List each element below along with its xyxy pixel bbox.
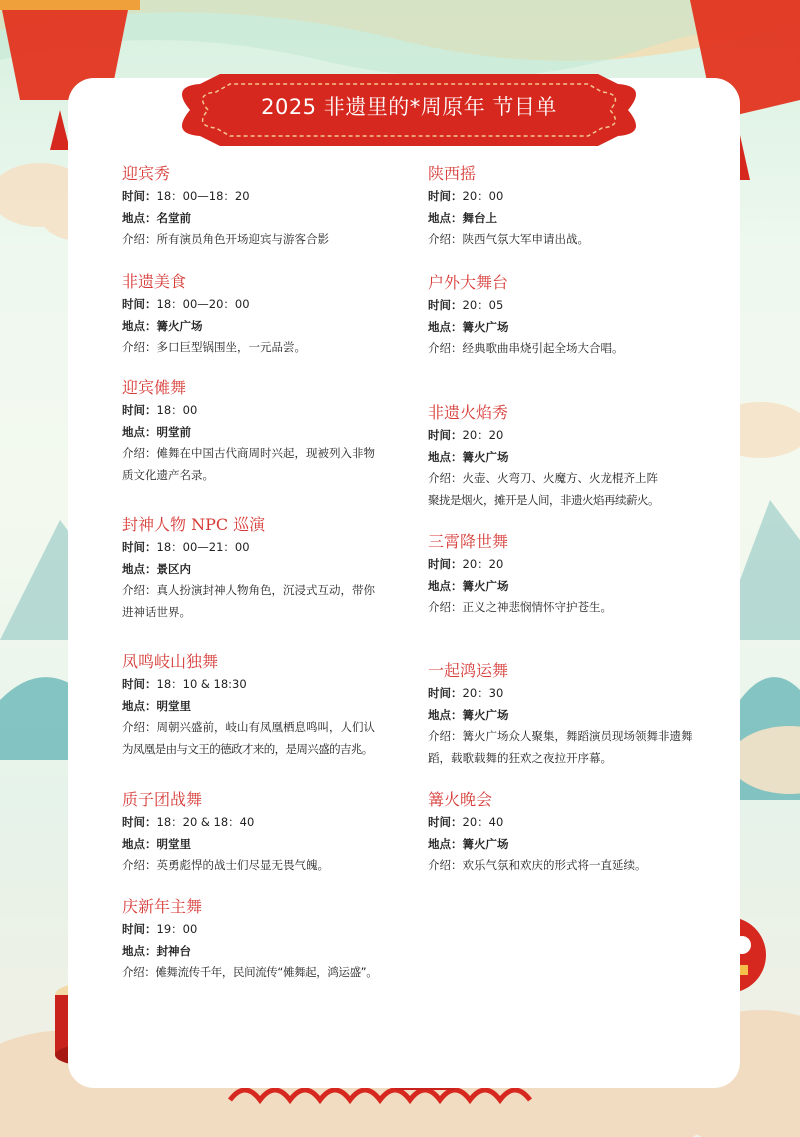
- mountain-icon: [740, 500, 800, 640]
- program-name: 凤鸣岐山独舞: [122, 652, 219, 671]
- program-time: [122, 674, 412, 696]
- program-intro: [122, 443, 412, 465]
- place-label: 地点：: [428, 319, 463, 334]
- program-time: [428, 683, 718, 705]
- program-intro: [122, 962, 412, 984]
- place-value: 篝火广场: [462, 836, 509, 851]
- program-time: [428, 295, 718, 317]
- program-place: [428, 447, 718, 469]
- program-name: 迎宾傩舞: [122, 378, 187, 397]
- time-label: 时间：: [122, 297, 157, 311]
- page-title: 2025 非遗里的*周原年 节目单: [261, 95, 557, 119]
- intro-label: 介绍：: [122, 446, 157, 460]
- time-value: 18：20 & 18：40: [156, 815, 255, 829]
- place-value: 景区内: [156, 561, 191, 576]
- program-intro: [122, 337, 412, 359]
- program-item: [428, 403, 718, 511]
- program-name: 质子团战舞: [122, 790, 203, 809]
- time-label: 时间：: [428, 686, 463, 700]
- program-item: [122, 897, 412, 984]
- program-item: [122, 515, 412, 623]
- program-time: [428, 425, 718, 447]
- program-name: 庆新年主舞: [122, 897, 203, 916]
- program-time: [122, 919, 412, 941]
- place-value: 舞台上: [462, 210, 497, 225]
- time-value: 18：00—21：00: [156, 540, 250, 554]
- program-intro-cont: 聚拢是烟火，摊开是人间，非遗火焰再续薪火。: [428, 492, 659, 507]
- time-label: 时间：: [428, 189, 463, 203]
- program-place: [122, 422, 412, 444]
- time-value: 20：40: [462, 815, 504, 829]
- program-time: [428, 186, 718, 208]
- place-label: 地点：: [428, 578, 463, 593]
- program-name: 一起鸿运舞: [428, 661, 509, 680]
- program-name: 户外大舞台: [428, 273, 509, 292]
- intro-label: 介绍：: [428, 471, 463, 485]
- place-label: 地点：: [122, 210, 157, 225]
- program-item: [428, 532, 718, 619]
- intro-text: 正义之神悲悯情怀守护苍生。: [462, 600, 612, 614]
- time-label: 时间：: [428, 815, 463, 829]
- intro-label: 介绍：: [122, 858, 157, 872]
- program-time: [122, 812, 412, 834]
- program-intro: [122, 580, 412, 602]
- program-name: 非遗火焰秀: [428, 403, 509, 422]
- place-label: 地点：: [122, 943, 157, 958]
- program-place: [122, 941, 412, 963]
- intro-label: 介绍：: [428, 341, 463, 355]
- program-name: 非遗美食: [122, 272, 187, 291]
- program-intro-cont: 质文化遗产名录。: [122, 467, 214, 482]
- place-label: 地点：: [428, 707, 463, 722]
- time-value: 18：00—18：20: [156, 189, 250, 203]
- program-intro-cont: 为凤凰是由与文王的德政才来的，是周兴盛的吉兆。: [122, 741, 373, 756]
- intro-label: 介绍：: [428, 729, 463, 743]
- intro-text: 火壶、火弯刀、火魔方、火龙棍齐上阵: [462, 471, 658, 485]
- program-place: [428, 834, 718, 856]
- program-item: [428, 273, 718, 360]
- program-item: [428, 661, 718, 769]
- place-value: 明堂里: [156, 836, 191, 851]
- program-item: [122, 790, 412, 877]
- time-label: 时间：: [428, 298, 463, 312]
- time-label: 时间：: [122, 403, 157, 417]
- place-label: 地点：: [122, 561, 157, 576]
- intro-text: 欢乐气氛和欢庆的形式将一直延续。: [462, 858, 647, 872]
- program-time: [122, 294, 412, 316]
- program-place: [122, 559, 412, 581]
- program-time: [122, 537, 412, 559]
- program-time: [428, 554, 718, 576]
- time-value: 20：20: [462, 557, 504, 571]
- program-place: [122, 208, 412, 230]
- intro-text: 傩舞在中国古代商周时兴起，现被列入非物: [156, 446, 375, 460]
- place-value: 篝火广场: [462, 578, 509, 593]
- time-value: 18：00—20：00: [156, 297, 250, 311]
- time-value: 20：30: [462, 686, 504, 700]
- intro-text: 多口巨型锅围坐，一元品尝。: [156, 340, 306, 354]
- program-name: 封神人物 NPC 巡演: [122, 515, 266, 534]
- program-time: [122, 186, 412, 208]
- program-intro: [428, 855, 718, 877]
- place-value: 名堂前: [156, 210, 191, 225]
- program-name: 迎宾秀: [122, 164, 171, 183]
- program-place: [122, 316, 412, 338]
- intro-text: 陕西气氛大军申请出战。: [462, 232, 589, 246]
- place-value: 篝火广场: [462, 707, 509, 722]
- intro-label: 介绍：: [122, 965, 156, 979]
- intro-text: 周朝兴盛前，岐山有凤凰栖息鸣叫，人们认: [156, 720, 375, 734]
- program-place: [428, 317, 718, 339]
- program-intro-cont: 蹈，载歌载舞的狂欢之夜拉开序幕。: [428, 750, 612, 765]
- program-intro: [122, 717, 412, 739]
- program-time: [122, 400, 412, 422]
- place-value: 篝火广场: [156, 318, 203, 333]
- time-label: 时间：: [428, 428, 463, 442]
- place-label: 地点：: [122, 424, 157, 439]
- place-label: 地点：: [122, 698, 157, 713]
- intro-text: 真人扮演封神人物角色，沉浸式互动，带你: [156, 583, 375, 597]
- time-label: 时间：: [122, 922, 157, 936]
- program-name: 篝火晚会: [428, 790, 493, 809]
- program-intro: [428, 597, 718, 619]
- program-intro: [428, 726, 718, 748]
- program-item: [122, 272, 412, 359]
- intro-text: 傩舞流传千年，民间流传“傩舞起，鸿运盛”。: [155, 965, 378, 979]
- intro-label: 介绍：: [122, 340, 157, 354]
- time-label: 时间：: [122, 189, 157, 203]
- place-value: 明堂里: [156, 698, 191, 713]
- time-value: 18：00: [156, 403, 198, 417]
- intro-label: 介绍：: [122, 232, 157, 246]
- place-label: 地点：: [122, 836, 157, 851]
- intro-label: 介绍：: [428, 232, 463, 246]
- program-item: [122, 378, 412, 486]
- program-place: [122, 696, 412, 718]
- program-intro: [122, 855, 412, 877]
- time-value: 20：00: [462, 189, 504, 203]
- time-label: 时间：: [122, 677, 157, 691]
- time-value: 20：20: [462, 428, 504, 442]
- place-label: 地点：: [428, 836, 463, 851]
- intro-label: 介绍：: [122, 583, 157, 597]
- time-value: 18：10 & 18:30: [156, 677, 247, 691]
- intro-label: 介绍：: [122, 720, 157, 734]
- intro-text: 英勇彪悍的战士们尽显无畏气魄。: [156, 858, 329, 872]
- intro-label: 介绍：: [428, 600, 463, 614]
- place-value: 封神台: [156, 943, 191, 958]
- time-label: 时间：: [122, 540, 157, 554]
- time-value: 19：00: [156, 922, 198, 936]
- program-item: [428, 164, 718, 251]
- program-place: [122, 834, 412, 856]
- intro-text: 篝火广场众人聚集，舞蹈演员现场领舞非遗舞: [462, 729, 693, 743]
- program-intro: [428, 338, 718, 360]
- program-item: [428, 790, 718, 877]
- program-item: [122, 652, 412, 760]
- time-label: 时间：: [122, 815, 157, 829]
- program-place: [428, 576, 718, 598]
- program-time: [428, 812, 718, 834]
- place-label: 地点：: [428, 210, 463, 225]
- program-intro-cont: 进神话世界。: [122, 604, 191, 619]
- place-value: 篝火广场: [462, 449, 509, 464]
- program-name: 陕西摇: [428, 164, 477, 183]
- intro-text: 经典歌曲串烧引起全场大合唱。: [462, 341, 624, 355]
- intro-label: 介绍：: [428, 858, 463, 872]
- program-item: [122, 164, 412, 251]
- place-value: 明堂前: [156, 424, 191, 439]
- intro-text: 所有演员角色开场迎宾与游客合影: [156, 232, 329, 246]
- place-label: 地点：: [122, 318, 157, 333]
- place-value: 篝火广场: [462, 319, 509, 334]
- program-place: [428, 208, 718, 230]
- program-place: [428, 705, 718, 727]
- time-value: 20：05: [462, 298, 504, 312]
- time-label: 时间：: [428, 557, 463, 571]
- program-name: 三霄降世舞: [428, 532, 509, 551]
- program-intro: [428, 468, 718, 490]
- place-label: 地点：: [428, 449, 463, 464]
- program-intro: [428, 229, 718, 251]
- program-intro: [122, 229, 412, 251]
